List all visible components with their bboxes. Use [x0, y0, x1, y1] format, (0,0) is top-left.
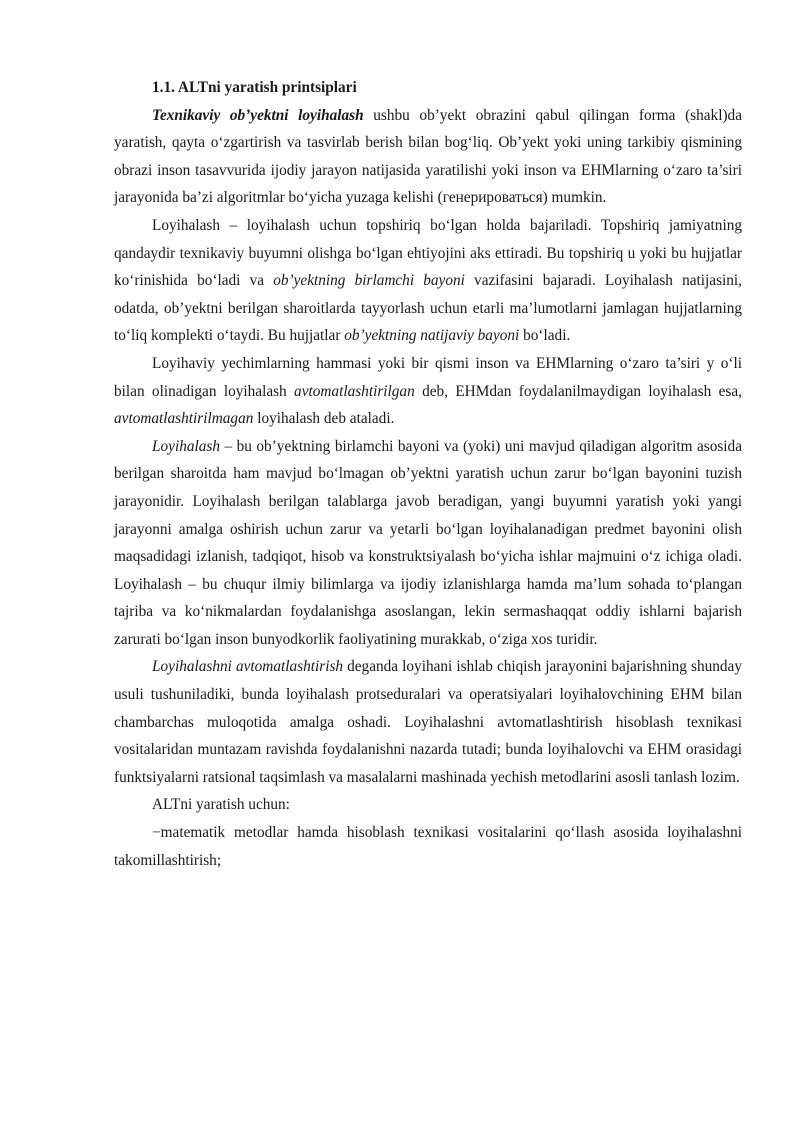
- document-page: [114, 74, 742, 874]
- list-item-1: −matematik metodlar hamda hisoblash texnikasi vositalarini qo‘llash asosida loyihalashni takomillashtirish;: [114, 824, 742, 869]
- paragraph-2: [114, 212, 742, 350]
- paragraph-5-text: deganda loyihani ishlab chiqish jarayonini bajarishning shunday usuli tushuniladiki, bunda loyihalash protseduralari va operatsiyalari loyihalovchining EHM bilan chambarchas muloqotida amalga oshadi. Loyihalashni avtomatlashtirish hisoblash texnikasi vositalaridan muntazam ravishda foydalanishni nazarda tutadi; bunda loyihalovchi va EHM orasidagi funktsiyalarni ratsional taqsimlash va masalalarni mashinada yechish metodlarini asosli tanlash lozim.: [114, 658, 742, 786]
- paragraph-2-text-1: Loyihalash – loyihalash uchun topshiriq bo‘lgan holda bajariladi. Topshiriq jamiyatning qandaydir texnikaviy buyumni olishga bo‘lgan ehtiyojini aks ettiradi. Bu topshiriq u yoki bu hujjatlar ko‘rinishida bo‘ladi va: [114, 216, 742, 290]
- term-technical-object-design: Texnikaviy ob’yektni loyihalash: [152, 106, 364, 124]
- term-design: Loyihalash: [152, 437, 220, 455]
- paragraph-2-text-2: vazifasini bajaradi. Loyihalash natijasini, odatda, ob’yektni berilgan sharoitlarda tayyorlash uchun etarli ma’lumotlarni jamlagan hujjatlarning to‘liq komplekti o‘taydi. Bu hujjatlar: [114, 272, 742, 345]
- paragraph-4-text: – bu ob’yektning birlamchi bayoni va (yoki) uni mavjud qiladigan algoritm asosida berilgan sharoitda ham mavjud bo‘lmagan ob’yektni yaratish uchun zarur bo‘lgan bayonini tuzish jarayonidir. Loyihalash berilgan talablarga javob beradigan, yangi buyumni yaratish yoki yangi jarayonni amalga oshirish uchun zarur va yetarli bo‘lgan loyihalanadigan predmet bayonini olish maqsadidagi izlanish, tadqiqot, hisob va konstruktsiyalash bo‘yicha ishlar majmuini o‘z ichiga oladi. Loyihalash – bu chuqur ilmiy bilimlarga va ijodiy izlanishlarga hamda ma’lum sohada to‘plangan tajriba va ko‘nikmalardan foydalanishga asoslangan, lekin sermashaqqat oddiy ishlarni bajarish zarurati bo‘lgan inson bunyodkorlik faoliyatining murakkab, o‘ziga xos turidir.: [114, 437, 742, 648]
- paragraph-2-text-3: bo‘ladi.: [519, 327, 571, 345]
- paragraph-3: [114, 350, 742, 433]
- paragraph-4: [114, 433, 742, 654]
- term-primary-description: ob’yektning birlamchi bayoni: [273, 272, 465, 290]
- paragraph-5: [114, 653, 742, 791]
- paragraph-3-text-2: deb, EHMdan foydalanilmaydigan loyihalash esa,: [414, 382, 742, 400]
- term-non-automated: avtomatlashtirilmagan: [114, 410, 254, 428]
- term-design-automation: Loyihalashni avtomatlashtirish: [152, 658, 344, 676]
- paragraph-6: ALTni yaratish uchun:: [152, 796, 290, 814]
- term-resulting-description: ob’yektning natijaviy bayoni: [344, 327, 520, 345]
- paragraph-1-text: ushbu ob’yekt obrazini qabul qilingan forma (shakl)da yaratish, qayta o‘zgartirish va tasvirlab berish bilan bog‘liq. Ob’yekt yoki uning tarkibiy qismining obrazi inson tasavvurida ijodiy jarayon natijasida yaratilishi yoki inson va EHMlarning o‘zaro ta’siri jarayonida ba’zi algoritmlar bo‘yicha yuzaga kelishi (генерироваться) mumkin.: [114, 106, 742, 207]
- paragraph-3-text-3: loyihalash deb ataladi.: [253, 410, 395, 428]
- section-heading: 1.1. ALTni yaratish printsiplari: [152, 79, 357, 96]
- paragraph-3-text-1: Loyihaviy yechimlarning hammasi yoki bir qismi inson va EHMlarning o‘zaro ta’siri y o‘li bilan olinadigan loyihalash: [114, 354, 742, 400]
- term-automated: avtomatlashtirilgan: [294, 382, 415, 400]
- paragraph-1: [114, 102, 742, 212]
